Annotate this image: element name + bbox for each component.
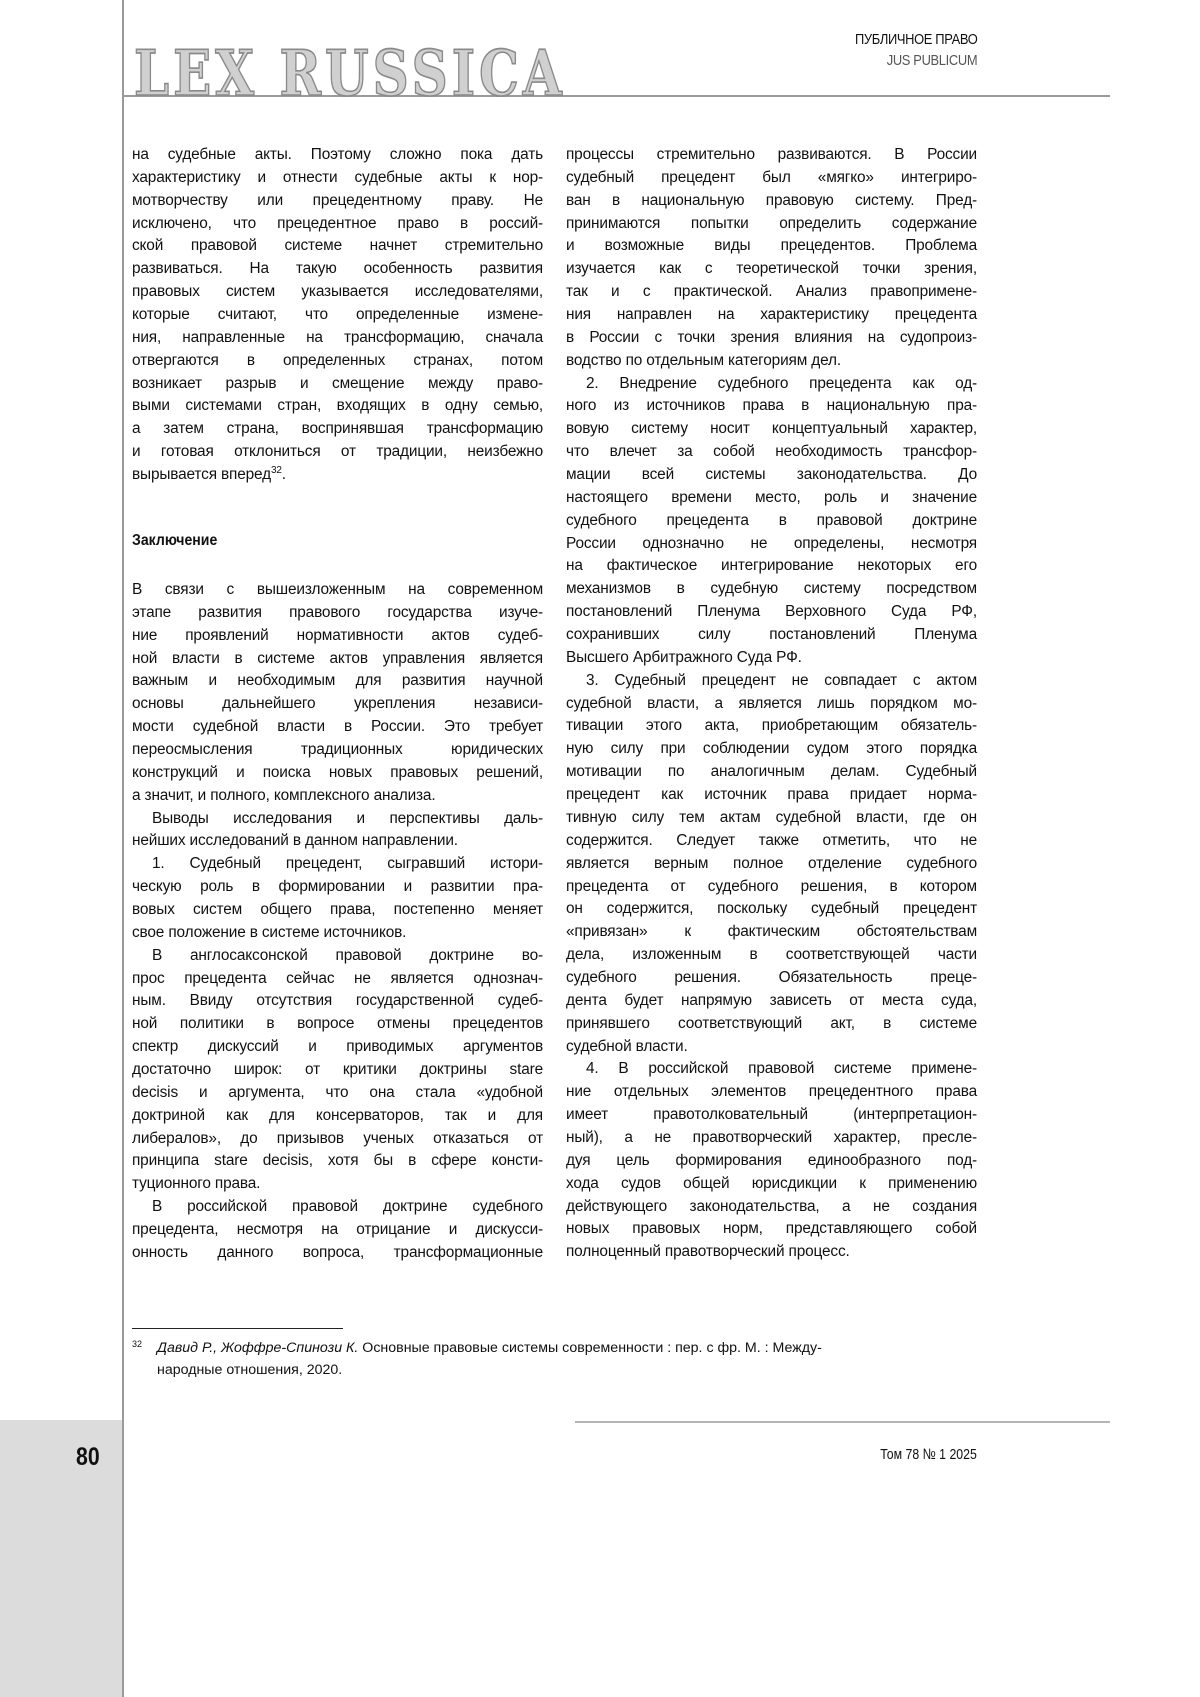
text-line-content: и готовая отклониться от традиции, неизбежно <box>132 443 543 461</box>
text-line-content: мации всей системы законодательства. До <box>566 466 977 484</box>
text-line <box>566 144 977 167</box>
margin-divider <box>122 0 124 1697</box>
text-line <box>566 738 977 761</box>
text-line <box>566 1081 977 1104</box>
text-line-content: на судебные акты. Поэтому сложно пока дать <box>132 146 543 163</box>
text-line <box>566 533 977 556</box>
text-line <box>132 968 543 991</box>
text-line-content: онность данного вопроса, трансформационные <box>132 1243 543 1261</box>
text-line-content: ную силу при соблюдении судом этого порядка <box>566 740 977 758</box>
text-line <box>566 693 977 716</box>
text-line <box>132 830 543 853</box>
text-line <box>132 281 543 304</box>
section-heading: Заключение <box>132 532 218 549</box>
text-line-content: вовых систем общего права, постепенно меняет <box>132 901 543 919</box>
text-line-content: вовую систему носит концептуальный характер, <box>566 420 977 438</box>
text-line <box>132 441 543 464</box>
text-line <box>566 967 977 990</box>
text-line-content: дента будет напрямую зависеть от места суда, <box>566 991 977 1009</box>
text-line-content: мости судебной власти в России. Это требует <box>132 718 543 736</box>
text-line <box>566 281 977 304</box>
text-line-content: важным и необходимым для развития научной <box>132 672 543 690</box>
text-line <box>566 807 977 830</box>
text-line <box>566 441 977 464</box>
text-line <box>132 167 543 190</box>
text-line-content: прецедент как источник права придает норма- <box>566 786 977 804</box>
text-line <box>132 1013 543 1036</box>
text-line <box>566 418 977 441</box>
text-line <box>566 898 977 921</box>
text-line-content: нейших исследований в данном направлении. <box>132 832 458 850</box>
text-line-content: ческую роль в формировании и развитии пра- <box>132 878 543 896</box>
text-line <box>566 235 977 258</box>
text-line-content: Выводы исследования и перспективы даль- <box>152 809 543 827</box>
text-line-content: ным. Ввиду отсутствия государственной судеб- <box>132 992 543 1010</box>
text-line <box>132 1059 543 1082</box>
text-line <box>566 944 977 967</box>
text-line-content: этапе развития правового государства изуче- <box>132 603 543 621</box>
text-line-content: ной власти в системе актов управления является <box>132 649 543 667</box>
right-column <box>566 144 977 1264</box>
text-line-content: так и с практической. Анализ правопримене- <box>566 283 977 301</box>
text-line <box>566 258 977 281</box>
text-line <box>566 213 977 236</box>
text-line <box>132 1150 543 1173</box>
text-line-content: развиваться. На такую особенность развития <box>132 260 543 278</box>
footnote-divider <box>132 1328 343 1329</box>
text-line <box>566 395 977 418</box>
text-line <box>132 648 543 671</box>
footnote-line-2: народные отношения, 2020. <box>157 1362 343 1378</box>
text-line <box>132 625 543 648</box>
text-line <box>566 304 977 327</box>
text-line-content: либералов», до призывов ученых отказаться от <box>132 1129 543 1147</box>
text-line-content: свое положение в системе источников. <box>132 923 407 941</box>
right-column-text <box>566 144 977 1264</box>
text-line <box>132 876 543 899</box>
text-line <box>132 808 543 831</box>
text-line <box>132 670 543 693</box>
footnote-line-1 <box>132 1337 977 1359</box>
text-line <box>566 647 977 670</box>
text-line <box>566 373 977 396</box>
text-line-content: конструкций и поиска новых правовых решений, <box>132 763 543 781</box>
text-line-content: прецедента от судебного решения, в котором <box>566 877 977 895</box>
text-line-content: возникает разрыв и смещение между право- <box>132 374 543 392</box>
text-line-content: содержится. Следует также отметить, что не <box>566 831 977 849</box>
text-line-content: «привязан» к фактическим обстоятельствам <box>566 923 977 941</box>
text-line <box>566 510 977 533</box>
text-line <box>132 1196 543 1219</box>
text-line <box>132 1105 543 1128</box>
text-line <box>132 327 543 350</box>
text-line <box>132 144 543 167</box>
text-line <box>566 830 977 853</box>
text-line-content: прос прецедента сейчас не является однознач- <box>132 969 543 987</box>
text-line <box>566 1196 977 1219</box>
text-line-content: туционного права. <box>132 1175 261 1193</box>
text-line-content: В связи с вышеизложенным на современном <box>132 581 543 598</box>
text-line <box>566 167 977 190</box>
text-line-content: принявшего соответствующий акт, в системе <box>566 1014 977 1032</box>
text-line-content: достаточно широк: от критики доктрины stare <box>132 1061 543 1079</box>
text-line-content: 4. В российской правовой системе примене- <box>586 1060 977 1078</box>
text-line-content: Высшего Арбитражного Суда РФ. <box>566 648 802 666</box>
text-line-content: действующего законодательства, а не создания <box>566 1197 977 1215</box>
text-line-content: переосмысления традиционных юридических <box>132 741 543 759</box>
text-line <box>132 1036 543 1059</box>
text-line-content: судебной власти. <box>566 1037 688 1055</box>
text-line <box>566 1173 977 1196</box>
text-line-content: что влечет за собой необходимость трансфор- <box>566 443 977 461</box>
text-line <box>566 464 977 487</box>
text-line-content: в России с точки зрения влияния на судопроиз- <box>566 328 977 346</box>
text-line <box>132 1082 543 1105</box>
text-line-content: 2. Внедрение судебного прецедента как од- <box>586 374 977 392</box>
text-line-content: России однозначно не определены, несмотря <box>566 534 977 552</box>
text-line-content: ван в национальную правовую систему. Пред- <box>566 191 977 209</box>
text-line <box>132 418 543 441</box>
text-line <box>566 1127 977 1150</box>
text-line-content: судебного решения. Обязательность преце- <box>566 968 977 986</box>
text-line-content: судебный прецедент был «мягко» интегриро- <box>566 168 977 186</box>
text-line <box>132 922 543 945</box>
text-line-content: настоящего времени место, роль и значение <box>566 488 977 506</box>
section-title: ПУБЛИЧНОЕ ПРАВО <box>854 31 977 48</box>
text-line <box>132 990 543 1013</box>
text-line-content: которые считают, что определенные измене- <box>132 306 543 324</box>
text-line-content: постановлений Пленума Верховного Суда РФ, <box>566 603 977 621</box>
text-line <box>132 853 543 876</box>
text-line <box>566 715 977 738</box>
text-line-content: ние отдельных элементов прецедентного права <box>566 1083 977 1101</box>
text-line-content: 3. Судебный прецедент не совпадает с актом <box>586 671 977 689</box>
text-line <box>566 921 977 944</box>
left-column-text-top <box>132 144 543 487</box>
text-line <box>132 395 543 418</box>
text-line <box>566 1036 977 1059</box>
text-line-content: прецедента, несмотря на отрицание и дискусси- <box>132 1221 543 1239</box>
text-line-content: и возможные виды прецедентов. Проблема <box>566 237 977 255</box>
text-line-content: спектр дискуссий и приводимых аргументов <box>132 1038 543 1056</box>
text-line <box>132 350 543 373</box>
text-line-punctuation: . <box>281 466 286 484</box>
text-line <box>132 739 543 762</box>
text-line <box>132 945 543 968</box>
text-line <box>566 1150 977 1173</box>
text-line <box>566 1218 977 1241</box>
text-line <box>132 579 543 602</box>
text-line-content: судебного прецедента в правовой доктрине <box>566 511 977 529</box>
text-line-content: новых правовых норм, представляющего собой <box>566 1220 977 1238</box>
text-line-content: ный), а не правотворческий характер, пресле- <box>566 1128 977 1146</box>
text-line <box>566 784 977 807</box>
text-line-content: В англосаксонской правовой доктрине во- <box>152 946 543 964</box>
text-line-content: доктриной как для консерваторов, так и для <box>132 1106 543 1124</box>
text-line-content: ной политики в вопросе отмены прецедентов <box>132 1015 543 1033</box>
text-line-content: водство по отдельным категориям дел. <box>566 351 841 369</box>
text-line <box>132 304 543 327</box>
text-line-content: характеристику и отнести судебные акты к нор- <box>132 168 543 186</box>
text-line-content: decisis и аргумента, что она стала «удобной <box>132 1083 543 1101</box>
text-line-content: мотивации по аналогичным делам. Судебный <box>566 763 977 781</box>
text-line <box>132 762 543 785</box>
text-line-content: В российской правовой доктрине судебного <box>152 1198 543 1216</box>
footnote-reference[interactable]: 32 <box>270 464 282 476</box>
page-number: 80 <box>76 1443 100 1471</box>
text-line-content: выми системами стран, входящих в одну семью, <box>132 397 543 415</box>
text-line-content: сохранивших силу постановлений Пленума <box>566 626 977 644</box>
text-line-content: хода судов общей юрисдикции к применению <box>566 1174 977 1192</box>
text-line <box>566 601 977 624</box>
text-line <box>566 327 977 350</box>
left-column-text-bottom <box>132 579 543 1265</box>
text-line-content: изучается как с теоретической точки зрения, <box>566 260 977 278</box>
text-line-content: он содержится, поскольку судебный прецедент <box>566 900 977 918</box>
text-line-content: ния направлен на характеристику прецедента <box>566 306 977 324</box>
left-column <box>132 144 543 487</box>
text-line <box>566 1058 977 1081</box>
text-line <box>132 190 543 213</box>
footnote-number: 32 <box>132 1339 143 1349</box>
text-line-content: а затем страна, воспринявшая трансформацию <box>132 420 543 438</box>
text-line <box>132 1219 543 1242</box>
text-line <box>132 899 543 922</box>
text-line <box>132 785 543 808</box>
text-line <box>566 350 977 373</box>
text-line <box>566 876 977 899</box>
text-line-content: ской правовой системе начнет стремительно <box>132 237 543 255</box>
page-number-box <box>0 1420 122 1697</box>
issue-info: Том 78 № 1 2025 <box>880 1446 977 1463</box>
text-line <box>132 693 543 716</box>
text-line-content: процессы стремительно развиваются. В России <box>566 146 977 163</box>
text-line <box>132 602 543 625</box>
section-title-latin: JUS PUBLICUM <box>886 52 977 69</box>
text-line-content: дуя цель формирования единообразного под- <box>566 1151 977 1169</box>
text-line-content: 1. Судебный прецедент, сыгравший истори- <box>152 855 543 873</box>
text-line-content: на фактическое интегрирование некоторых его <box>566 557 977 575</box>
text-line-content: мотворчеству или прецедентному праву. Не <box>132 191 543 209</box>
text-line <box>566 487 977 510</box>
text-line-content: имеет правотолковательный (интерпретацион- <box>566 1106 977 1124</box>
text-line <box>132 258 543 281</box>
text-line-content: тивации этого акта, приобретающим обязатель- <box>566 717 977 735</box>
text-line-content: правовых систем указывается исследователями, <box>132 283 543 301</box>
footnote-text: Основные правовые системы современности : пер. с фр. М. : Между- <box>358 1340 822 1356</box>
text-line <box>566 190 977 213</box>
text-line <box>132 716 543 739</box>
text-line <box>566 1241 977 1264</box>
footnote-authors: Давид Р., Жоффре-Спинози К. <box>157 1340 359 1356</box>
text-line <box>132 213 543 236</box>
text-line <box>132 235 543 258</box>
journal-logo: LEX RUSSICA <box>134 36 566 110</box>
text-line <box>566 761 977 784</box>
text-line <box>566 578 977 601</box>
text-line-content: принимаются попытки определить содержание <box>566 214 977 232</box>
text-line <box>566 1013 977 1036</box>
footer-divider <box>575 1421 1110 1423</box>
text-line-content: вырывается вперед <box>132 466 271 484</box>
text-line <box>566 624 977 647</box>
text-line-content: основы дальнейшего укрепления независи- <box>132 695 543 713</box>
text-line-content: ние проявлений нормативности актов судеб- <box>132 626 543 644</box>
text-line-content: судебной власти, а является лишь порядком мо- <box>566 694 977 712</box>
text-line <box>566 1104 977 1127</box>
text-line-content: полноценный правотворческий процесс. <box>566 1243 850 1261</box>
text-line-content: принципа stare decisis, хотя бы в сфере консти- <box>132 1152 543 1170</box>
text-line <box>132 464 543 487</box>
text-line-content: тивную силу тем актам судебной власти, где он <box>566 808 977 826</box>
text-line-content: исключено, что прецедентное право в россий- <box>132 214 543 232</box>
text-line <box>132 1128 543 1151</box>
text-line <box>566 990 977 1013</box>
text-line-content: механизмов в судебную систему посредством <box>566 580 977 598</box>
text-line-content: является верным полное отделение судебного <box>566 854 977 872</box>
text-line-content: ного из источников права в национальную пра- <box>566 397 977 415</box>
text-line-content: а значит, и полного, комплексного анализа. <box>132 786 436 804</box>
text-line <box>566 670 977 693</box>
text-line <box>566 853 977 876</box>
text-line-content: ния, направленные на трансформацию, сначала <box>132 328 543 346</box>
text-line <box>132 1173 543 1196</box>
left-column-lower <box>132 579 543 1265</box>
text-line-content: отвергаются в определенных странах, потом <box>132 351 543 369</box>
text-line <box>132 373 543 396</box>
text-line <box>132 1242 543 1265</box>
text-line-content: дела, изложенным в соответствующей части <box>566 946 977 964</box>
footnote <box>132 1337 977 1381</box>
text-line <box>566 555 977 578</box>
